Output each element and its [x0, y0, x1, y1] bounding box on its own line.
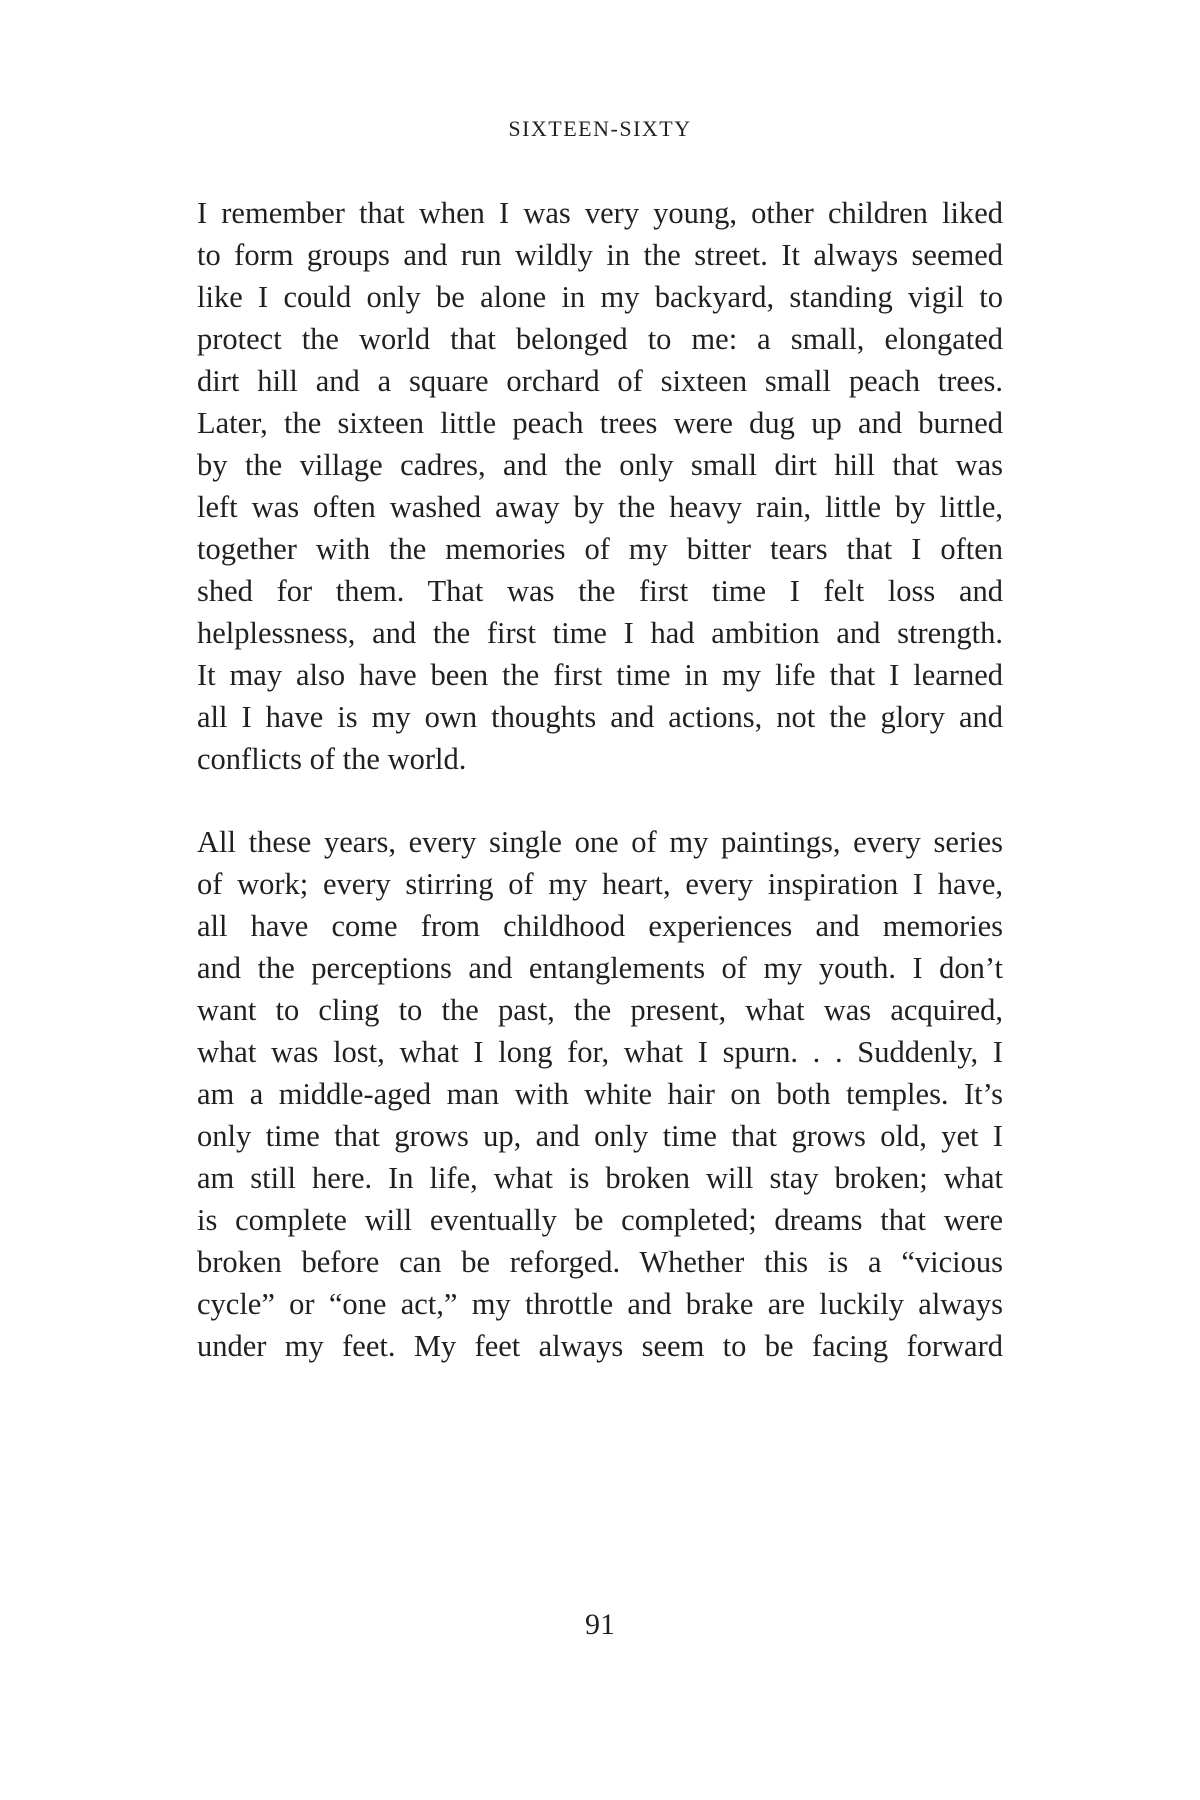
text-line: only time that grows up, and only time that grows old, yet I: [197, 1119, 1003, 1153]
text-line: want to cling to the past, the present, what was acquired,: [197, 993, 1003, 1027]
paragraph-2: [197, 821, 1003, 1367]
text-line: all I have is my own thoughts and actions, not the glory and: [197, 700, 1003, 734]
text-line: All these years, every single one of my paintings, every series: [197, 825, 1003, 859]
text-line: helplessness, and the first time I had ambition and strength.: [197, 616, 1003, 650]
text-line: broken before can be reforged. Whether this is a “vicious: [197, 1245, 1003, 1279]
text-line: It may also have been the first time in my life that I learned: [197, 658, 1003, 692]
text-line: like I could only be alone in my backyard, standing vigil to: [197, 280, 1003, 314]
text-line: what was lost, what I long for, what I spurn. . . Suddenly, I: [197, 1035, 1003, 1069]
body-text: [197, 192, 1003, 1408]
text-line: shed for them. That was the first time I felt loss and: [197, 574, 1003, 608]
text-line: by the village cadres, and the only small dirt hill that was: [197, 448, 1003, 482]
text-line: and the perceptions and entanglements of my youth. I don’t: [197, 951, 1003, 985]
text-line: am a middle-aged man with white hair on both temples. It’s: [197, 1077, 1003, 1111]
page-number: 91: [585, 1608, 615, 1641]
text-line: under my feet. My feet always seem to be facing forward: [197, 1329, 1003, 1363]
text-line: am still here. In life, what is broken will stay broken; what: [197, 1161, 1003, 1195]
text-line: together with the memories of my bitter tears that I often: [197, 532, 1003, 566]
text-line: protect the world that belonged to me: a small, elongated: [197, 322, 1003, 356]
text-line: conflicts of the world.: [197, 742, 467, 776]
text-line: cycle” or “one act,” my throttle and brake are luckily always: [197, 1287, 1003, 1321]
paragraph-1: [197, 192, 1003, 780]
text-line: of work; every stirring of my heart, every inspiration I have,: [197, 867, 1003, 901]
text-line: is complete will eventually be completed; dreams that were: [197, 1203, 1003, 1237]
text-line: left was often washed away by the heavy rain, little by little,: [197, 490, 1003, 524]
text-line: Later, the sixteen little peach trees were dug up and burned: [197, 406, 1003, 440]
text-line: to form groups and run wildly in the street. It always seemed: [197, 238, 1003, 272]
text-line: I remember that when I was very young, other children liked: [197, 196, 1003, 230]
text-line: all have come from childhood experiences and memories: [197, 909, 1003, 943]
running-head-title: SIXTEEN-SIXTY: [508, 116, 692, 141]
text-line: dirt hill and a square orchard of sixteen small peach trees.: [197, 364, 1003, 398]
